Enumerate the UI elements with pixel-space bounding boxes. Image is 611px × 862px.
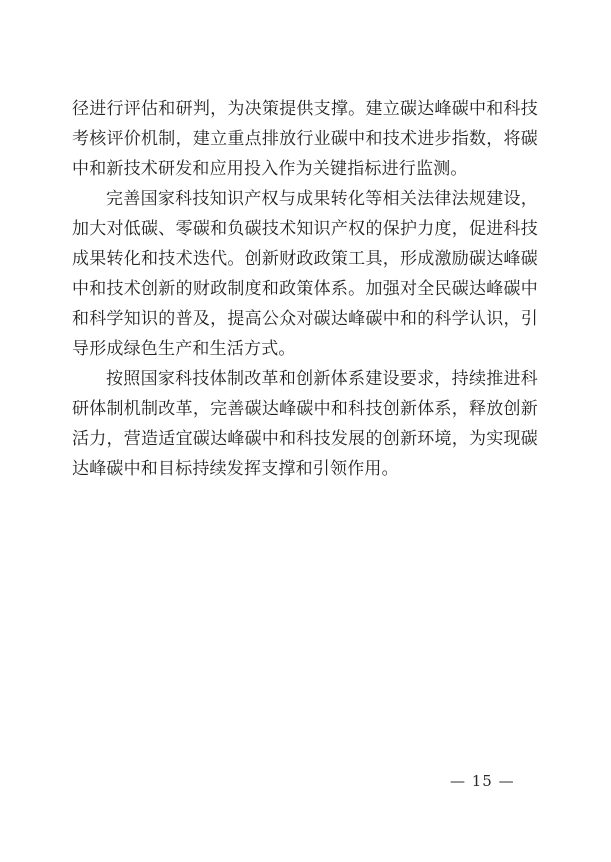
paragraph-system-reform: 按照国家科技体制改革和创新体系建设要求，持续推进科研体制机制改革，完善碳达峰碳中和科技创新体系，释放创新活力，营造适宜碳达峰碳中和科技发展的创新环境，为实现碳达峰碳中和目标持续发挥支撑和引领作用。 xyxy=(72,369,538,479)
page-body-text xyxy=(72,94,538,484)
paragraph-continuation: 径进行评估和研判，为决策提供支撑。建立碳达峰碳中和科技考核评价机制，建立重点排放行业碳中和技术进步指数，将碳中和新技术研发和应用投入作为关键指标进行监测。 xyxy=(72,99,538,179)
paragraph-ipr-policy: 完善国家科技知识产权与成果转化等相关法律法规建设，加大对低碳、零碳和负碳技术知识产权的保护力度，促进科技成果转化和技术迭代。创新财政政策工具，形成激励碳达峰碳中和技术创新的财政制度和政策体系。加强对全民碳达峰碳中和科学知识的普及，提高公众对碳达峰碳中和的科学认识，引导形成绿色生产和生活方式。 xyxy=(72,189,538,359)
page-number: — 15 — xyxy=(450,772,515,790)
